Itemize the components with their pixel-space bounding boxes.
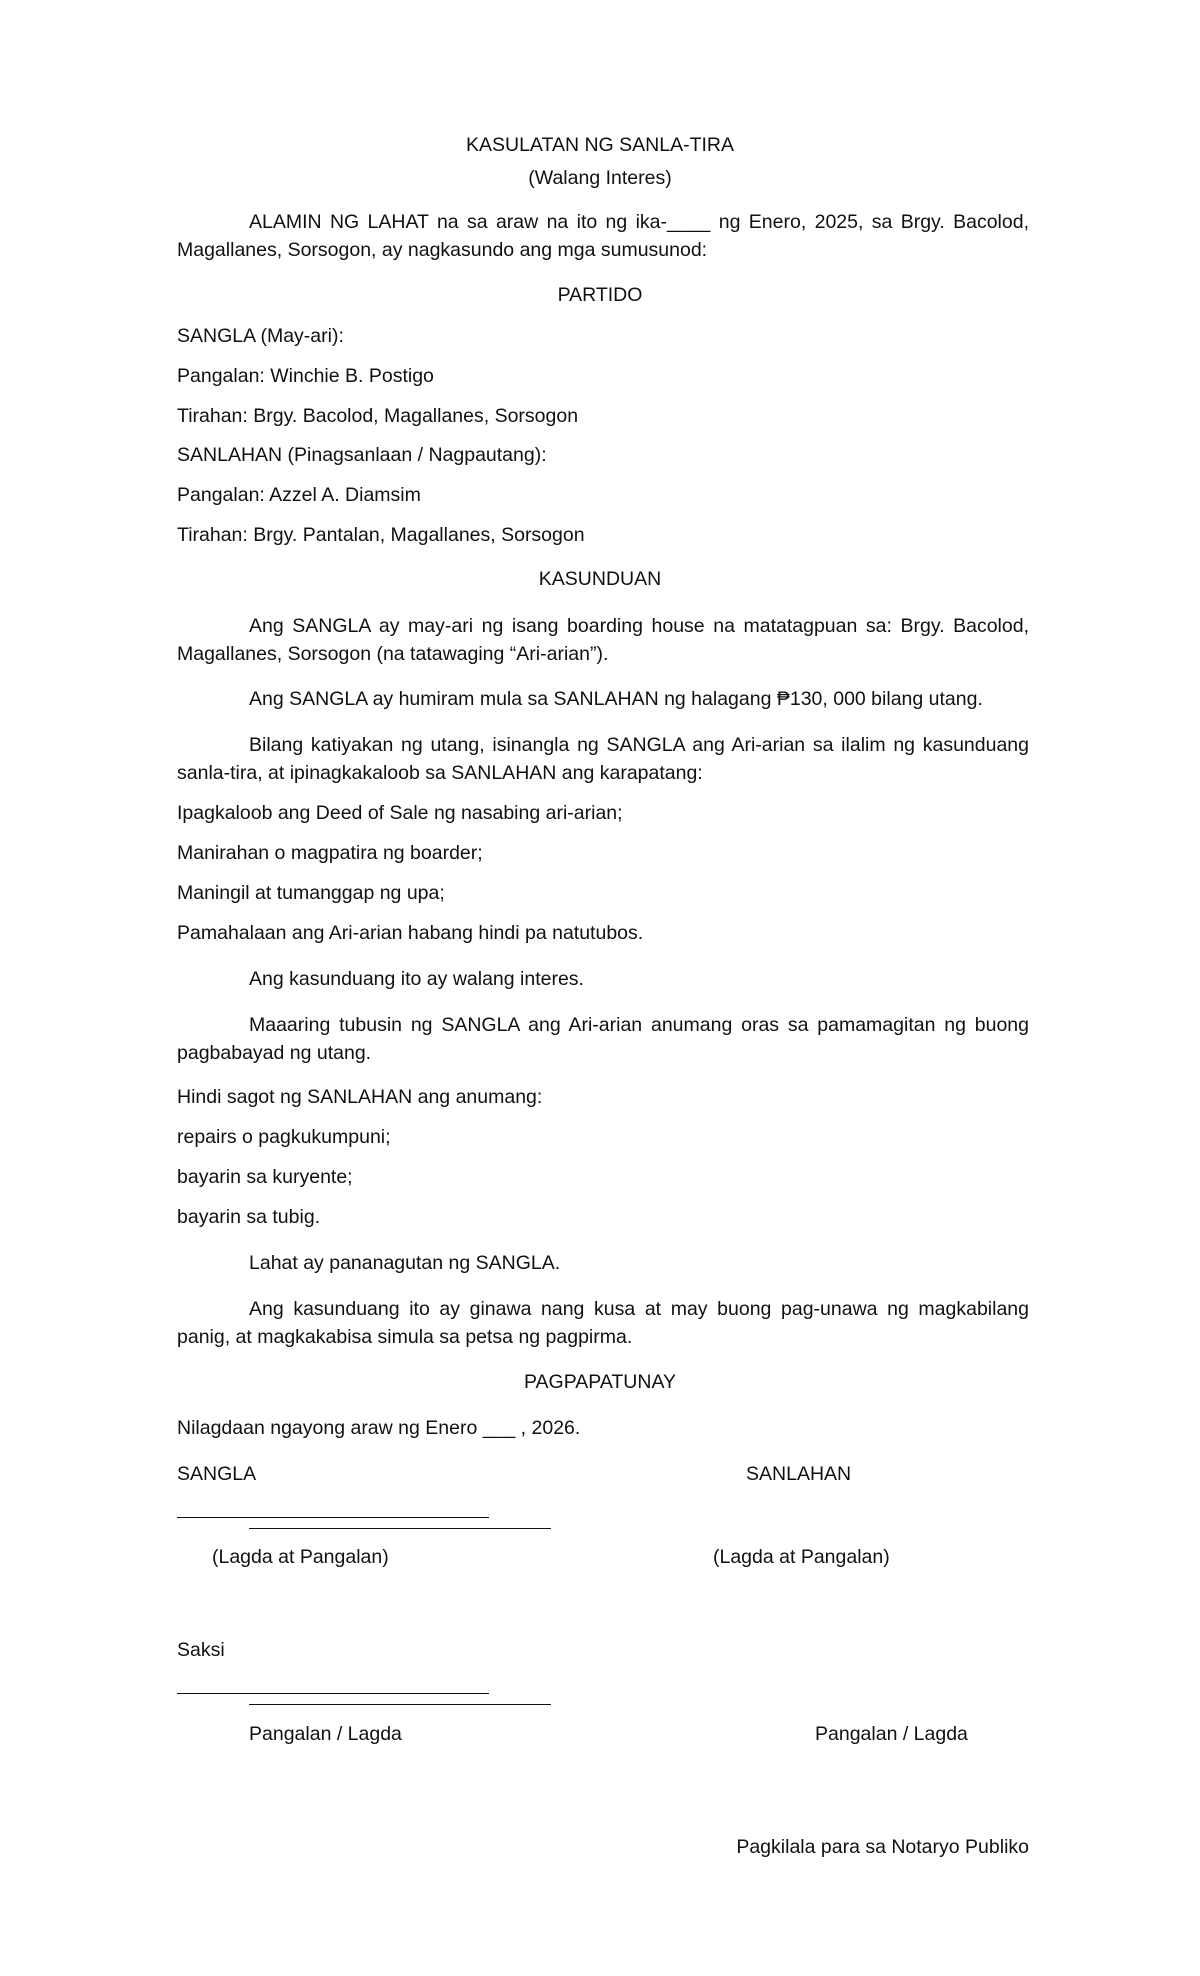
sanlahan-name: Pangalan: Azzel A. Diamsim <box>177 484 421 506</box>
intro-line-2: Magallanes, Sorsogon, ay nagkasundo ang mga sumusunod: <box>177 239 708 261</box>
sanlahan-address: Tirahan: Brgy. Pantalan, Magallanes, Sorsogon <box>177 524 585 546</box>
right-signature-caption: (Lagda at Pangalan) <box>713 1546 890 1568</box>
witness-right-caption: Pangalan / Lagda <box>815 1723 968 1745</box>
signed-line: Nilagdaan ngayong araw ng Enero ___ , 2026. <box>177 1417 581 1439</box>
agreement-p3-line-2: sanla-tira, at ipinagkakaloob sa SANLAHAN ang karapatang: <box>177 762 703 784</box>
agreement-p1-line-1: Ang SANGLA ay may-ari ng isang boarding house na matatagpuan sa: Brgy. Bacolod, <box>249 615 1029 637</box>
intro-line-1: ALAMIN NG LAHAT na sa araw na ito ng ika-____ ng Enero, 2025, sa Brgy. Bacolod, <box>249 211 1029 233</box>
agreement-p7-line-2: panig, at magkakabisa simula sa petsa ng pagpirma. <box>177 1326 633 1348</box>
exclusions-intro: Hindi sagot ng SANLAHAN ang anumang: <box>177 1086 543 1108</box>
agreement-p3-line-1: Bilang katiyakan ng utang, isinangla ng SANGLA ang Ari-arian sa ilalim ng kasunduang <box>249 734 1029 756</box>
exclusion-item: bayarin sa tubig. <box>177 1206 321 1228</box>
agreement-p4: Ang kasunduang ito ay walang interes. <box>249 968 584 990</box>
left-signature-caption: (Lagda at Pangalan) <box>212 1546 389 1568</box>
agreement-p5-line-1: Maaaring tubusin ng SANGLA ang Ari-arian anumang oras sa pamamagitan ng buong <box>249 1014 1029 1036</box>
parties-heading: PARTIDO <box>557 284 643 306</box>
right-party-label: SANLAHAN <box>746 1463 852 1485</box>
signature-line-left <box>177 1517 489 1518</box>
document-title: KASULATAN NG SANLA-TIRA <box>465 134 734 156</box>
right-item: Manirahan o magpatira ng boarder; <box>177 842 483 864</box>
witness-line-left <box>177 1693 489 1694</box>
witness-line-right <box>249 1704 551 1705</box>
sangla-address: Tirahan: Brgy. Bacolod, Magallanes, Sorsogon <box>177 405 579 427</box>
agreement-p1-line-2: Magallanes, Sorsogon (na tatawaging “Ari-arian”). <box>177 643 609 665</box>
exclusion-item: repairs o pagkukumpuni; <box>177 1126 391 1148</box>
sangla-label: SANGLA (May-ari): <box>177 325 344 347</box>
left-party-label: SANGLA <box>177 1463 257 1485</box>
sangla-name: Pangalan: Winchie B. Postigo <box>177 365 434 387</box>
sanlahan-label: SANLAHAN (Pinagsanlaan / Nagpautang): <box>177 444 547 466</box>
witness-left-caption: Pangalan / Lagda <box>249 1723 402 1745</box>
witness-label: Saksi <box>177 1639 225 1661</box>
right-item: Pamahalaan ang Ari-arian habang hindi pa natutubos. <box>177 922 644 944</box>
attestation-heading: PAGPAPATUNAY <box>523 1371 677 1393</box>
agreement-p7-line-1: Ang kasunduang ito ay ginawa nang kusa at may buong pag-unawa ng magkabilang <box>249 1298 1029 1320</box>
exclusion-item: bayarin sa kuryente; <box>177 1166 353 1188</box>
agreement-p2: Ang SANGLA ay humiram mula sa SANLAHAN ng halagang ₱130, 000 bilang utang. <box>249 688 983 710</box>
document-subtitle: (Walang Interes) <box>528 167 672 189</box>
right-item: Maningil at tumanggap ng upa; <box>177 882 445 904</box>
agreement-p6: Lahat ay pananagutan ng SANGLA. <box>249 1252 561 1274</box>
notary-acknowledgment: Pagkilala para sa Notaryo Publiko <box>736 1835 1029 1858</box>
agreement-heading: KASUNDUAN <box>538 568 662 590</box>
agreement-p5-line-2: pagbabayad ng utang. <box>177 1042 372 1064</box>
signature-line-right <box>249 1528 551 1529</box>
right-item: Ipagkaloob ang Deed of Sale ng nasabing ari-arian; <box>177 802 623 824</box>
